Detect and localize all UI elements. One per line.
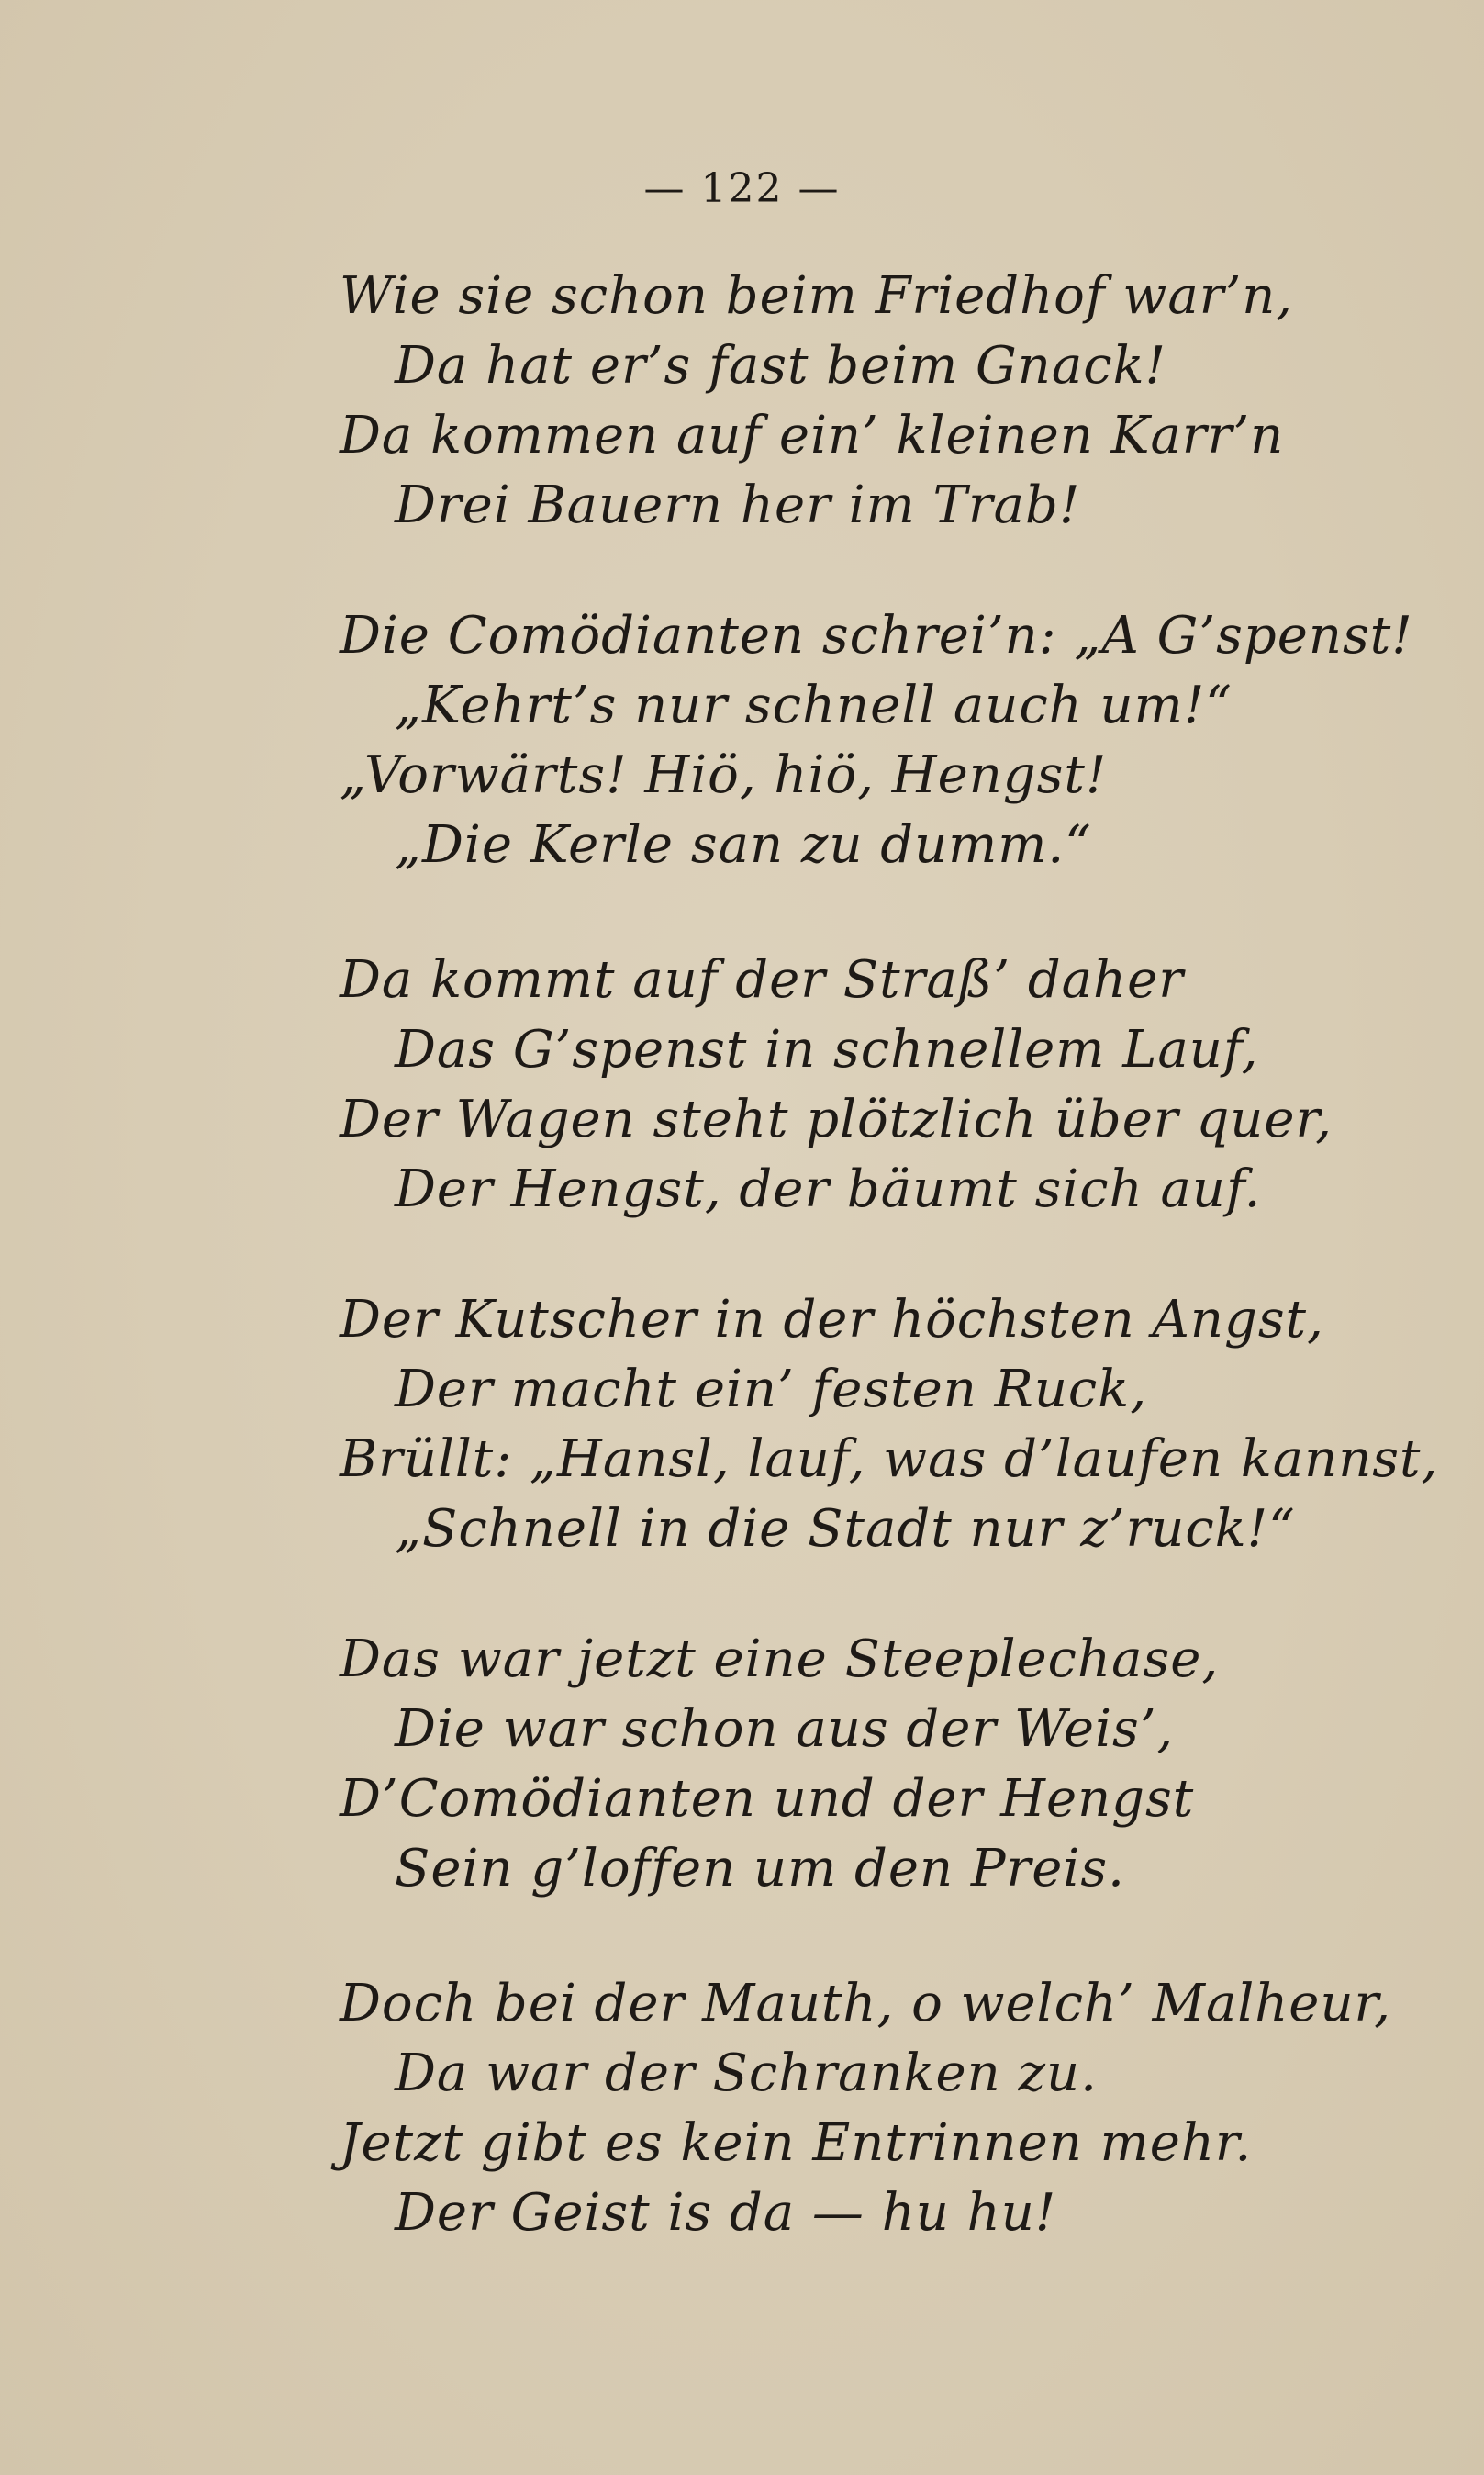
verse-line: Der Wagen steht plötzlich über quer, [340, 1090, 1333, 1149]
verse-line: Da kommen auf ein’ kleinen Karr’n [340, 406, 1285, 465]
stanza-4 [340, 1285, 1439, 1564]
verse-line: Da war der Schranken zu. [395, 2044, 1098, 2103]
verse-line: Das G’spenst in schnellem Lauf, [395, 1020, 1259, 1080]
verse-line: Da hat er’s fast beim Gnack! [395, 336, 1167, 396]
stanza-1 [340, 262, 1303, 541]
verse-line: Drei Bauern her im Trab! [395, 476, 1081, 535]
verse-line: Doch bei der Mauth, o welch’ Malheur, [340, 1974, 1391, 2033]
verse-line: D’Comödianten und der Hengst [340, 1769, 1195, 1829]
stanza-2 [340, 601, 1413, 880]
verse-line: Brüllt: „Hansl, lauf, was d’laufen kannst, [340, 1429, 1439, 1489]
verse-line: „Die Kerle san zu dumm.“ [395, 815, 1092, 875]
stanza-6 [340, 1969, 1391, 2248]
stanza-3 [340, 946, 1333, 1225]
verse-line: „Vorwärts! Hiö, hiö, Hengst! [340, 745, 1108, 805]
verse-line: Sein g’loffen um den Preis. [395, 1839, 1125, 1898]
verse-line: „Kehrt’s nur schnell auch um!“ [395, 676, 1233, 735]
verse-line: Da kommt auf der Straß’ daher [340, 950, 1185, 1010]
page-number: — 122 — [643, 165, 841, 212]
verse-line: Jetzt gibt es kein Entrinnen mehr. [340, 2113, 1253, 2173]
stanza-5 [340, 1625, 1303, 1904]
verse-line: Der Kutscher in der höchsten Angst, [340, 1290, 1324, 1349]
verse-line: Die Comödianten schrei’n: „A G’spenst! [340, 606, 1413, 666]
verse-line: „Schnell in die Stadt nur z’ruck!“ [395, 1499, 1296, 1559]
verse-line: Der Geist is da — hu hu! [395, 2183, 1057, 2243]
verse-line: Der Hengst, der bäumt sich auf. [395, 1159, 1262, 1219]
verse-line: Wie sie schon beim Friedhof war’n, [340, 266, 1294, 326]
verse-line: Die war schon aus der Weis’, [395, 1699, 1175, 1759]
verse-line: Das war jetzt eine Steeplechase, [340, 1629, 1220, 1689]
verse-line: Der macht ein’ festen Ruck, [395, 1360, 1147, 1419]
